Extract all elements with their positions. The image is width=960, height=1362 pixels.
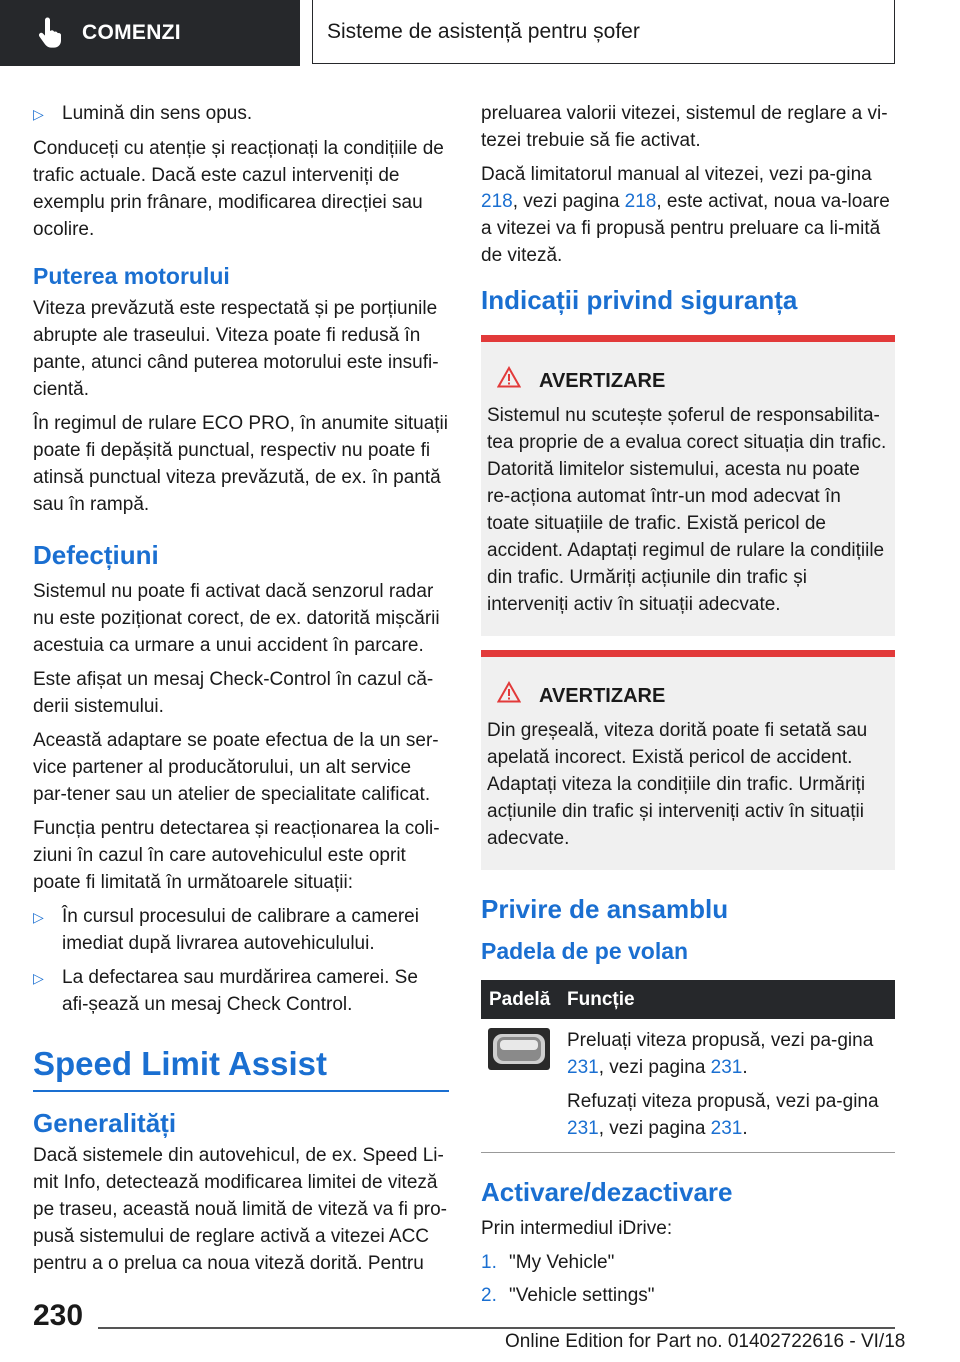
paddle-table bbox=[481, 980, 895, 1153]
page-link[interactable]: 231 bbox=[567, 1118, 599, 1139]
heading-activare-dezactivare: Activare/dezactivare bbox=[481, 1177, 733, 1207]
heading-speed-limit-assist: Speed Limit Assist bbox=[33, 1045, 328, 1082]
footer-divider bbox=[98, 1327, 895, 1329]
page-link[interactable]: 231 bbox=[710, 1118, 743, 1139]
warning-title: AVERTIZARE bbox=[539, 369, 666, 392]
page-footer bbox=[0, 1295, 960, 1362]
paragraph: Sistemul nu poate fi activat dacă senzorul radar nu este poziționat corect, de ex. datorită mișcării acestuia ca urmare a unui accident în parcare. bbox=[33, 581, 440, 656]
heading-puterea-motorului: Puterea motorului bbox=[33, 263, 230, 289]
warning-box bbox=[481, 650, 895, 870]
list-item: ▷ În cursul procesului de calibrare a camerei imediat după livrarea autovehiculului. bbox=[33, 903, 449, 957]
paragraph: Viteza prevăzută este respectată și pe porțiunile abrupte ale traseului. Viteza poate fi redusă în pante, atunci când puterea motorului este insufi‐cientă. bbox=[33, 298, 439, 400]
warning-triangle-icon bbox=[497, 681, 521, 711]
heading-indicatii-siguranta: Indicații privind siguranța bbox=[481, 285, 798, 315]
page-link[interactable]: 231 bbox=[567, 1057, 599, 1078]
section-label: COMENZI bbox=[82, 21, 181, 44]
table-header-padela: Padelă bbox=[481, 980, 559, 1019]
warning-box bbox=[481, 335, 895, 636]
paragraph: Funcția pentru detectarea și reacționarea la coli‐ziuni în cazul în care autovehiculul este oprit poate fi limitată în următoarele situații: bbox=[33, 818, 440, 893]
triangle-bullet-icon: ▷ bbox=[33, 970, 44, 986]
table-cell-text: Refuzați viteza propusă, vezi pa‐gina 231, vezi pagina 231. bbox=[567, 1091, 879, 1139]
page-link[interactable]: 218 bbox=[481, 191, 513, 212]
paragraph: Dacă sistemele din autovehicul, de ex. Speed Li‐mit Info, detectează modificarea limitei de viteză pe traseu, această nouă limită de viteză va fi pro‐pusă sistemului de reglare activă a vitezei ACC pentru a o prelua ca noua viteză dorită. Pentru bbox=[33, 1144, 448, 1274]
list-item: ▷ La defectarea sau murdărirea camerei. Se afi‐șează un mesaj Check Control. bbox=[33, 964, 449, 1018]
paragraph: Prin intermediul iDrive: bbox=[481, 1218, 673, 1239]
right-column bbox=[481, 100, 895, 1315]
warning-text: Din greșeală, viteza dorită poate fi setată sau apelată incorect. Există pericol de accident. Adaptați viteza la condițiile din trafic. Urmăriți acțiunile din trafic și interveniți activ în situații adecvate. bbox=[487, 720, 868, 849]
table-header-functie: Funcție bbox=[559, 980, 895, 1019]
list-item: 1. "My Vehicle" bbox=[481, 1252, 615, 1273]
triangle-bullet-icon: ▷ bbox=[33, 909, 44, 925]
list-item: 2. "Vehicle settings" bbox=[481, 1285, 655, 1306]
table-row bbox=[481, 1019, 895, 1153]
page-link[interactable]: 231 bbox=[710, 1057, 743, 1078]
triangle-bullet-icon: ▷ bbox=[33, 106, 44, 122]
section-tab[interactable] bbox=[0, 0, 300, 66]
page-header bbox=[0, 0, 960, 66]
heading-generalitati: Generalități bbox=[33, 1107, 177, 1138]
heading-padela-volan: Padela de pe volan bbox=[481, 938, 689, 964]
paragraph: preluarea valorii vitezei, sistemul de reglare a vi‐tezei trebuie să fie activat. bbox=[481, 103, 888, 151]
hand-touch-icon bbox=[34, 16, 68, 50]
paragraph: În regimul de rulare ECO PRO, în anumite situații poate fi depășită punctual, respectiv nu poate fi atinsă punctual viteza prevăzută, de ex. în pantă sau în rampă. bbox=[33, 413, 449, 515]
page-number: 230 bbox=[33, 1299, 84, 1332]
warning-triangle-icon bbox=[497, 366, 521, 396]
steering-paddle-icon bbox=[487, 1055, 551, 1076]
paragraph: Conduceți cu atenție și reacționați la condițiile de trafic actuale. Dacă este cazul interveniți de exemplu prin frânare, modificarea direcției sau ocolire. bbox=[33, 138, 444, 240]
paragraph: Dacă limitatorul manual al vitezei, vezi pa‐gina 218, vezi pagina 218, este activat, noua va‐loare a vitezei va fi propusă pentru preluare ca li‐mită de viteză. bbox=[481, 164, 890, 266]
left-column bbox=[33, 100, 449, 1284]
chapter-tab[interactable] bbox=[312, 0, 895, 64]
heading-divider bbox=[33, 1090, 449, 1092]
heading-privire-ansamblu: Privire de ansamblu bbox=[481, 894, 729, 924]
table-cell-text: Preluați viteza propusă, vezi pa‐gina 231, vezi pagina 231. bbox=[567, 1030, 874, 1078]
edition-note: Online Edition for Part no. 01402722616 - VI/18 bbox=[505, 1331, 906, 1352]
list-item: ▷ Lumină din sens opus. bbox=[33, 100, 449, 128]
chapter-label: Sisteme de asistență pentru șofer bbox=[327, 19, 640, 43]
heading-defectiuni: Defecțiuni bbox=[33, 540, 159, 570]
warning-title: AVERTIZARE bbox=[539, 684, 666, 707]
paragraph: Această adaptare se poate efectua de la un ser‐vice partener al producătorului, un alt service par‐tener sau un atelier de specialitate calificat. bbox=[33, 730, 439, 805]
warning-text: Sistemul nu scutește șoferul de responsabilita‐tea proprie de a evalua corect situația din trafic. Datorită limitelor sistemului, acesta nu poate re‐acționa automat într-un mod adecvat în toate situațiile de trafic. Există pericol de accident. Adaptați regimul de rulare la condițiile din trafic. Urmăriți acțiunile din trafic și interveniți activ în situații adecvate. bbox=[487, 405, 887, 615]
paragraph: Este afișat un mesaj Check-Control în cazul că‐derii sistemului. bbox=[33, 669, 434, 717]
page-link[interactable]: 218 bbox=[624, 191, 657, 212]
